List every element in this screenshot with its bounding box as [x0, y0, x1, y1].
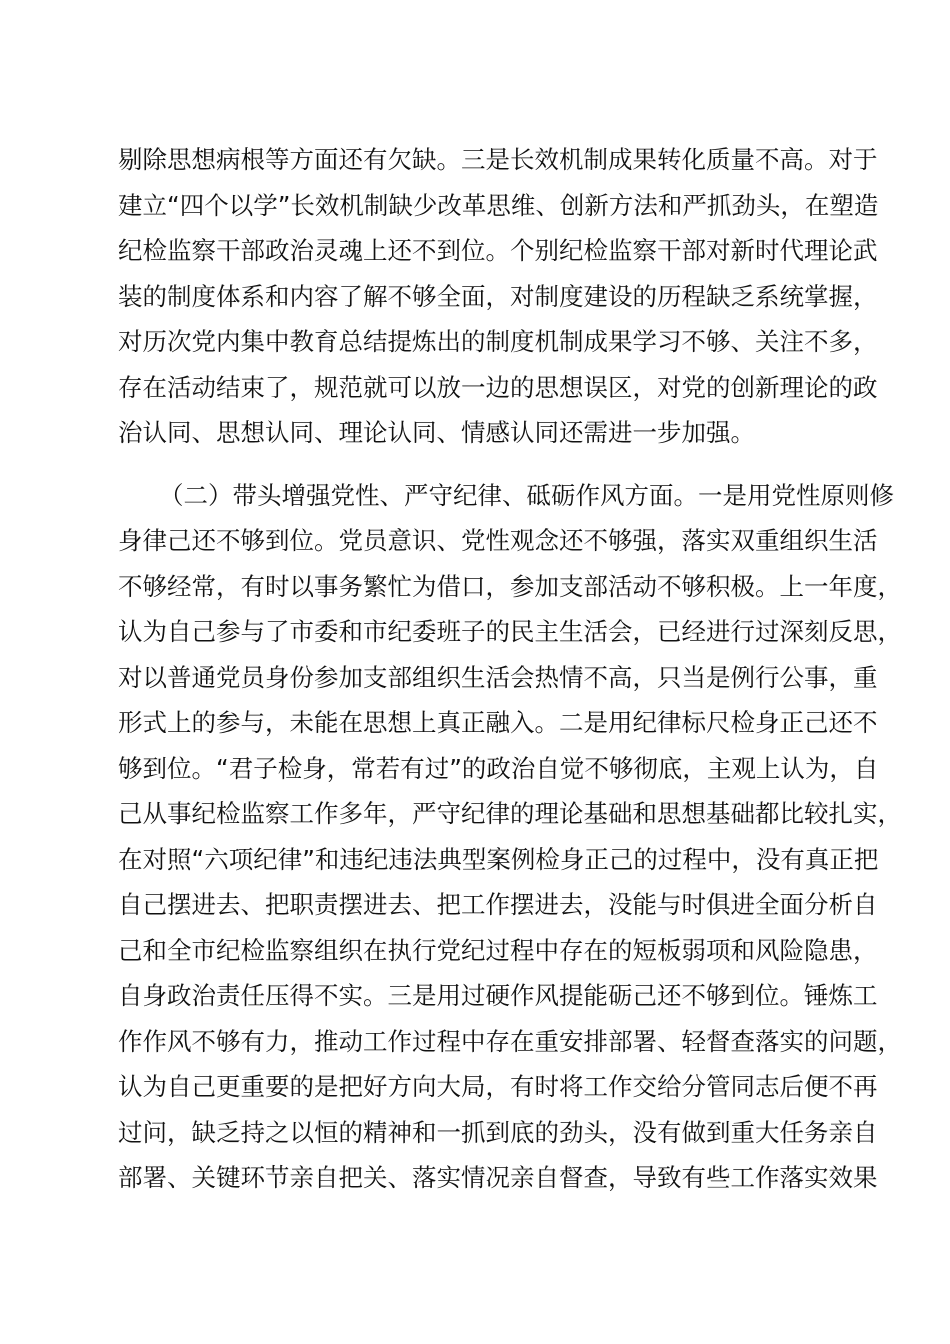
text-line: 剔除思想病根等方面还有欠缺。三是长效机制成果转化质量不高。对于	[118, 145, 878, 174]
text-line: 对以普通党员身份参加支部组织生活会热情不高，只当是例行公事，重	[118, 662, 878, 692]
text-line: 作作风不够有力，推动工作过程中存在重安排部署、轻督查落实的问题，	[118, 1026, 902, 1056]
text-line: 自身政治责任压得不实。三是用过硬作风提能砺己还不够到位。锤炼工	[118, 981, 878, 1010]
text-line: 在对照“六项纪律”和违纪违法典型案例检身正己的过程中，没有真正把	[118, 844, 879, 874]
text-line: 己从事纪检监察工作多年，严守纪律的理论基础和思想基础都比较扎实，	[118, 799, 902, 828]
body-text	[118, 137, 902, 1201]
text-line: 存在活动结束了，规范就可以放一边的思想误区，对党的创新理论的政	[118, 372, 878, 402]
text-line: 对历次党内集中教育总结提炼出的制度机制成果学习不够、关注不多，	[118, 327, 878, 356]
text-line: 够到位。“君子检身，常若有过”的政治自觉不够彻底，主观上认为，自	[118, 753, 879, 783]
paragraph-1	[118, 137, 879, 456]
text-line: 形式上的参与，未能在思想上真正融入。二是用纪律标尺检身正己还不	[118, 708, 878, 737]
text-line: 治认同、思想认同、理论认同、情感认同还需进一步加强。	[118, 418, 755, 447]
paragraph-2	[118, 473, 902, 1201]
text-line: 装的制度体系和内容了解不够全面，对制度建设的历程缺乏系统掌握，	[118, 281, 878, 311]
text-line: 己和全市纪检监察组织在执行党纪过程中存在的短板弱项和风险隐患，	[118, 935, 878, 965]
text-line: 部署、关键环节亲自把关、落实情况亲自督查，导致有些工作落实效果	[118, 1163, 878, 1192]
text-line: 身律己还不够到位。党员意识、党性观念还不够强，落实双重组织生活	[118, 526, 878, 555]
text-line: 认为自己参与了市委和市纪委班子的民主生活会，已经进行过深刻反思，	[118, 617, 902, 646]
text-line: 建立“四个以学”长效机制缺少改革思维、创新方法和严抓劲头，在塑造	[118, 190, 879, 220]
text-line: 过问，缺乏持之以恒的精神和一抓到底的劲头，没有做到重大任务亲自	[118, 1117, 878, 1147]
text-line: 不够经常，有时以事务繁忙为借口，参加支部活动不够积极。上一年度，	[118, 571, 902, 601]
text-line: 自己摆进去、把职责摆进去、把工作摆进去，没能与时俱进全面分析自	[118, 890, 878, 919]
text-line: 纪检监察干部政治灵魂上还不到位。个别纪检监察干部对新时代理论武	[118, 236, 878, 265]
text-line: 认为自己更重要的是把好方向大局，有时将工作交给分管同志后便不再	[118, 1072, 878, 1101]
paragraph-spacer	[118, 456, 834, 473]
text-line: （二）带头增强党性、严守纪律、砥砺作风方面。一是用党性原则修	[159, 480, 894, 510]
